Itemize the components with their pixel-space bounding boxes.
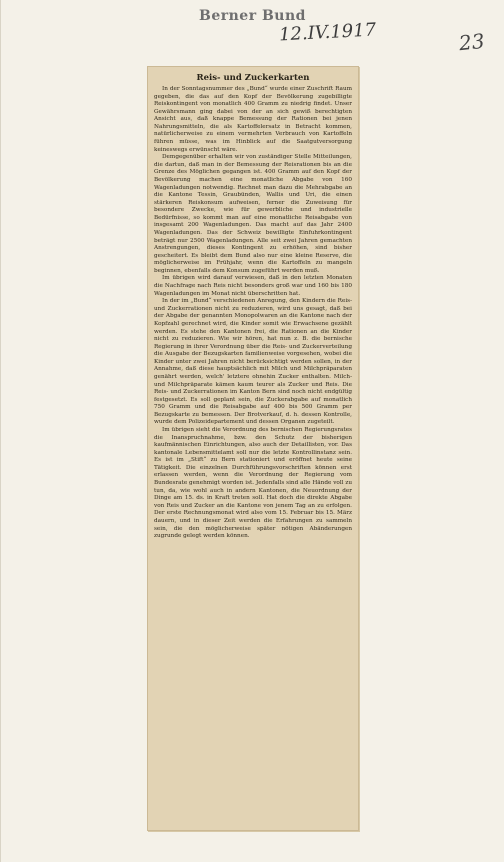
article-paragraph: Demgegenüber erhalten wir von zuständiger Stelle Mitteilungen, die dartun, daß man in der Bemessung der Reisrationen bis an die Grenze des Möglichen gegangen ist. 400 Gramm auf den Kopf der Bevölkerung machen eine monatliche Abgabe von 160 Wagenladungen notwendig. Rechnet man dazu die Mehrabgabe an die Kantone Tessin, Graubünden, Wallis und Uri, die einen stärkeren Reiskonsum aufweisen, ferner die Zuweisung für besondere Zwecke, wie für gewerbliche und industrielle Bedürfnisse, so kommt man auf eine monatliche Reisabgabe von insgesamt 200 Wagenladungen. Das macht auf das Jahr 2400 Wagenladungen. Das der Schweiz bewilligte Einfuhrkontingent beträgt nur 2500 Wagenladungen. Alle seit zwei Jahren gemachten Anstrengungen, dieses Kontingent zu erhöhen, sind bisher gescheitert. Es bleibt dem Bund also nur eine kleine Reserve, die möglicherweise im Frühjahr, wenn die Kartoffeln zu mangeln beginnen, ebenfalls dem Konsum zugeführt werden muß. <box>154 154 352 274</box>
article-headline: Reis- und Zuckerkarten <box>196 73 310 83</box>
handwritten-date: 12.IV.1917 <box>278 19 377 46</box>
article-paragraph: In der im „Bund“ verschiedenen Anregung, den Kindern die Reis- und Zuckerrationen nicht zu reduzieren, wird uns gesagt, daß bei der Abgabe der genannten Monopolwaren an die Kantone nach der Kopfzahl gerechnet wird, die Kinder somit wie Erwachsene gezählt werden. Es stehe den Kantonen frei, die Rationen an die Kinder nicht zu reduzieren. Wie wir hören, hat nun z. B. die bernische Regierung in ihrer Verordnung über die Reis- und Zuckerverteilung die Ausgabe der Bezugskarten familienweise vorgesehen, wobei die Kinder unter zwei Jahren nicht berücksichtigt werden sollen, in der Annahme, daß diese hauptsächlich mit Milch und Milchpräparaten genährt werden, welch' letztere ohnehin Zucker enthalten. Milch- und Milchpräparate kämen kaum teurer als Zucker und Reis. Die Reis- und Zuckerrationen im Kanton Bern sind noch nicht endgültig festgesetzt. Es soll geplant sein, die Zuckerabgabe auf monatlich 750 Gramm und die Reisabgabe auf 400 bis 500 Gramm per Bezugskarte zu bemessen. Der Brotverkauf, d. h. dessen Kontrolle, wurde dem Polizeidepartement und dessen Organen zugeteilt. <box>154 298 352 426</box>
article-paragraph: In der Sonntagsnummer des „Bund“ wurde einer Zuschrift Raum gegeben, die das auf den Kopf der Bevölkerung zugebilligte Reiskontingent von monatlich 400 Gramm zu niedrig findet. Unser Gewährsmann ging dabei von der an sich gewiß berechtigten Ansicht aus, daß knappe Bemessung der Rationen bei jenen Nahrungsmitteln, die als Kartoffelersatz in Betracht kommen, natürlicherweise zu einem vermehrten Verbrauch von Kartoffeln führen müsse, was im Hinblick auf die Saatgutversorgung keineswegs erwünscht wäre. <box>154 86 352 153</box>
archive-number: 23 <box>457 28 486 56</box>
newspaper-name: Berner Bund <box>199 8 306 24</box>
article-paragraph: Im übrigen sieht die Verordnung des bernischen Regierungsrates die Inanspruchnahme, bzw. den Schutz der bisherigen kaufmännischen Einrichtungen, also auch der Detaillisten, vor. Das kantonale Lebensmittelamt soll nur die letzte Kontrollinstanz sein. Es ist im „Stift“ zu Bern stationiert und eröffnet heute seine Tätigkeit. Die einzelnen Durchführungsvorschriften können erst erlassen werden, wenn die Verordnung der Regierung vom Bundesrate genehmigt worden ist. Jedenfalls sind alle Hände voll zu tun, da, wie wohl auch in andern Kantonen, die Neuordnung der Dinge am 15. ds. in Kraft treten soll. Hat doch die direkte Abgabe von Reis und Zucker an die Kantone von jenem Tag an zu erfolgen. Der erste Rechnungsmonat wird also vom 15. Februar bis 15. März dauern, und in dieser Zeit werden die Erfahrungen zu sammeln sein, die den möglicherweise später nötigen Abänderungen zugrunde gelegt werden können. <box>154 427 352 540</box>
newspaper-clipping <box>147 66 359 831</box>
article-paragraph: Im übrigen wird darauf verwiesen, daß in den letzten Monaten die Nachfrage nach Reis nicht besonders groß war und 160 bis 180 Wagenladungen im Monat nicht überschritten hat. <box>154 275 352 297</box>
